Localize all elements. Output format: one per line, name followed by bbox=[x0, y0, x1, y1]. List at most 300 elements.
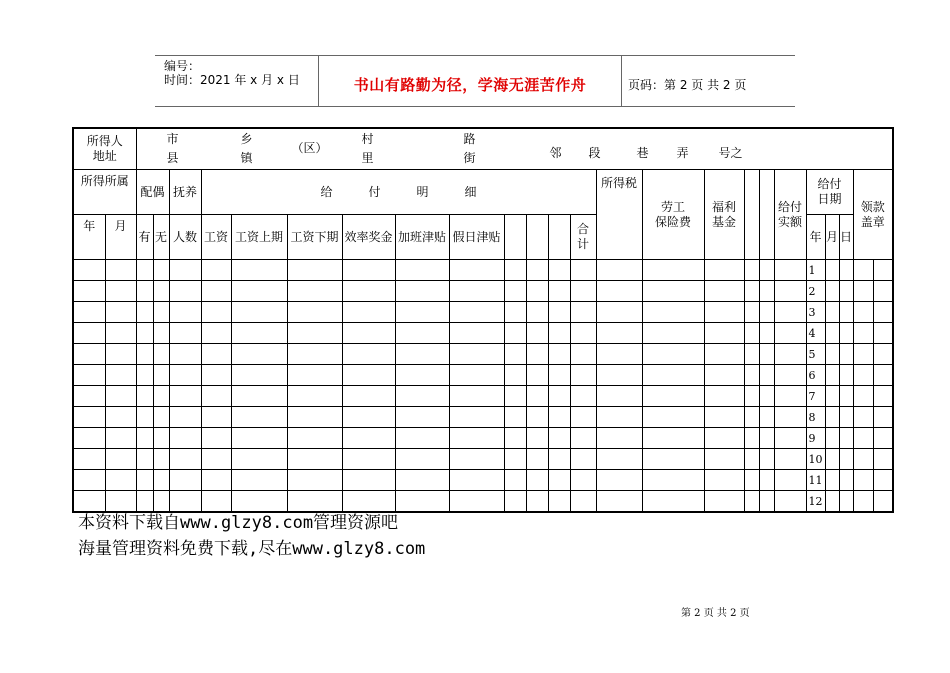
table-cell[interactable] bbox=[853, 491, 873, 513]
table-cell[interactable] bbox=[342, 407, 395, 428]
table-cell[interactable] bbox=[744, 407, 759, 428]
table-cell[interactable] bbox=[136, 260, 153, 281]
table-cell[interactable] bbox=[873, 281, 893, 302]
table-cell[interactable] bbox=[73, 470, 105, 491]
table-cell[interactable] bbox=[570, 281, 596, 302]
table-cell[interactable] bbox=[642, 365, 704, 386]
table-cell[interactable] bbox=[105, 323, 136, 344]
table-cell[interactable] bbox=[342, 449, 395, 470]
table-cell[interactable] bbox=[395, 407, 449, 428]
table-cell[interactable] bbox=[73, 428, 105, 449]
table-cell[interactable] bbox=[287, 365, 342, 386]
table-cell[interactable] bbox=[504, 470, 526, 491]
table-cell[interactable] bbox=[449, 281, 504, 302]
table-cell[interactable] bbox=[395, 365, 449, 386]
table-cell[interactable] bbox=[548, 344, 570, 365]
table-cell[interactable] bbox=[570, 344, 596, 365]
table-cell[interactable] bbox=[759, 428, 774, 449]
table-cell[interactable] bbox=[105, 281, 136, 302]
table-cell[interactable] bbox=[825, 449, 839, 470]
table-cell[interactable] bbox=[395, 449, 449, 470]
table-cell[interactable] bbox=[853, 470, 873, 491]
table-cell[interactable] bbox=[105, 386, 136, 407]
table-cell[interactable] bbox=[759, 470, 774, 491]
table-cell[interactable] bbox=[73, 386, 105, 407]
table-cell[interactable] bbox=[774, 323, 806, 344]
table-cell[interactable] bbox=[169, 323, 201, 344]
table-cell[interactable] bbox=[526, 449, 548, 470]
table-cell[interactable] bbox=[395, 281, 449, 302]
table-cell[interactable] bbox=[825, 323, 839, 344]
table-cell[interactable] bbox=[839, 365, 853, 386]
table-cell[interactable] bbox=[570, 470, 596, 491]
table-cell[interactable] bbox=[548, 428, 570, 449]
table-cell[interactable] bbox=[231, 491, 287, 513]
table-cell[interactable] bbox=[853, 281, 873, 302]
table-cell[interactable] bbox=[153, 491, 169, 513]
table-cell[interactable] bbox=[873, 323, 893, 344]
table-cell[interactable] bbox=[774, 344, 806, 365]
table-cell[interactable] bbox=[570, 386, 596, 407]
table-cell[interactable] bbox=[759, 260, 774, 281]
table-cell[interactable] bbox=[395, 302, 449, 323]
table-cell[interactable] bbox=[342, 281, 395, 302]
table-cell[interactable] bbox=[704, 428, 744, 449]
table-cell[interactable] bbox=[136, 365, 153, 386]
table-cell[interactable] bbox=[169, 344, 201, 365]
table-cell[interactable] bbox=[526, 407, 548, 428]
table-cell[interactable] bbox=[774, 386, 806, 407]
table-cell[interactable] bbox=[201, 491, 231, 513]
table-cell[interactable] bbox=[839, 407, 853, 428]
table-cell[interactable] bbox=[73, 491, 105, 513]
table-cell[interactable] bbox=[287, 407, 342, 428]
table-cell[interactable] bbox=[342, 428, 395, 449]
table-cell[interactable] bbox=[873, 428, 893, 449]
table-cell[interactable] bbox=[449, 407, 504, 428]
table-cell[interactable] bbox=[342, 260, 395, 281]
table-cell[interactable] bbox=[642, 470, 704, 491]
table-cell[interactable] bbox=[548, 407, 570, 428]
table-cell[interactable] bbox=[526, 386, 548, 407]
table-cell[interactable] bbox=[449, 323, 504, 344]
table-cell[interactable] bbox=[704, 491, 744, 513]
table-cell[interactable] bbox=[201, 428, 231, 449]
table-cell[interactable] bbox=[853, 260, 873, 281]
table-cell[interactable] bbox=[287, 323, 342, 344]
table-cell[interactable] bbox=[744, 281, 759, 302]
table-cell[interactable] bbox=[873, 491, 893, 513]
table-cell[interactable] bbox=[342, 470, 395, 491]
table-cell[interactable] bbox=[231, 344, 287, 365]
table-cell[interactable] bbox=[136, 491, 153, 513]
table-cell[interactable] bbox=[759, 386, 774, 407]
table-cell[interactable] bbox=[153, 260, 169, 281]
table-cell[interactable] bbox=[853, 302, 873, 323]
table-cell[interactable] bbox=[570, 428, 596, 449]
table-cell[interactable] bbox=[73, 323, 105, 344]
table-cell[interactable] bbox=[504, 281, 526, 302]
table-cell[interactable] bbox=[839, 428, 853, 449]
table-cell[interactable] bbox=[596, 407, 642, 428]
table-cell[interactable] bbox=[744, 365, 759, 386]
table-cell[interactable] bbox=[839, 344, 853, 365]
table-cell[interactable] bbox=[548, 470, 570, 491]
table-cell[interactable] bbox=[744, 428, 759, 449]
table-cell[interactable] bbox=[449, 344, 504, 365]
table-cell[interactable] bbox=[449, 491, 504, 513]
table-cell[interactable] bbox=[526, 428, 548, 449]
table-cell[interactable] bbox=[570, 302, 596, 323]
table-cell[interactable] bbox=[704, 470, 744, 491]
table-cell[interactable] bbox=[449, 302, 504, 323]
table-cell[interactable] bbox=[596, 323, 642, 344]
table-cell[interactable] bbox=[287, 449, 342, 470]
table-cell[interactable] bbox=[548, 386, 570, 407]
table-cell[interactable] bbox=[201, 323, 231, 344]
table-cell[interactable] bbox=[873, 260, 893, 281]
table-cell[interactable] bbox=[395, 260, 449, 281]
table-cell[interactable] bbox=[642, 428, 704, 449]
table-cell[interactable] bbox=[136, 344, 153, 365]
table-cell[interactable] bbox=[73, 407, 105, 428]
table-cell[interactable] bbox=[449, 449, 504, 470]
table-cell[interactable] bbox=[825, 428, 839, 449]
table-cell[interactable] bbox=[744, 344, 759, 365]
table-cell[interactable] bbox=[342, 302, 395, 323]
table-cell[interactable] bbox=[153, 365, 169, 386]
table-cell[interactable] bbox=[642, 323, 704, 344]
table-cell[interactable] bbox=[774, 302, 806, 323]
table-cell[interactable] bbox=[73, 281, 105, 302]
table-cell[interactable] bbox=[105, 428, 136, 449]
table-cell[interactable] bbox=[839, 491, 853, 513]
table-cell[interactable] bbox=[744, 470, 759, 491]
table-cell[interactable] bbox=[449, 386, 504, 407]
table-cell[interactable] bbox=[774, 491, 806, 513]
table-cell[interactable] bbox=[825, 365, 839, 386]
table-cell[interactable] bbox=[136, 386, 153, 407]
table-cell[interactable] bbox=[73, 302, 105, 323]
table-cell[interactable] bbox=[825, 344, 839, 365]
table-cell[interactable] bbox=[153, 323, 169, 344]
table-cell[interactable] bbox=[201, 302, 231, 323]
table-cell[interactable] bbox=[759, 302, 774, 323]
table-cell[interactable] bbox=[839, 260, 853, 281]
table-cell[interactable] bbox=[548, 302, 570, 323]
table-cell[interactable] bbox=[153, 344, 169, 365]
table-cell[interactable] bbox=[744, 302, 759, 323]
table-cell[interactable] bbox=[287, 302, 342, 323]
table-cell[interactable] bbox=[342, 491, 395, 513]
table-cell[interactable] bbox=[759, 281, 774, 302]
table-cell[interactable] bbox=[853, 365, 873, 386]
table-cell[interactable] bbox=[744, 323, 759, 344]
table-cell[interactable] bbox=[570, 449, 596, 470]
table-cell[interactable] bbox=[504, 323, 526, 344]
table-cell[interactable] bbox=[287, 344, 342, 365]
table-cell[interactable] bbox=[596, 344, 642, 365]
table-cell[interactable] bbox=[105, 302, 136, 323]
table-cell[interactable] bbox=[839, 281, 853, 302]
table-cell[interactable] bbox=[759, 407, 774, 428]
table-cell[interactable] bbox=[201, 449, 231, 470]
table-cell[interactable] bbox=[287, 470, 342, 491]
table-cell[interactable] bbox=[504, 386, 526, 407]
table-cell[interactable] bbox=[596, 491, 642, 513]
table-cell[interactable] bbox=[774, 470, 806, 491]
table-cell[interactable] bbox=[548, 281, 570, 302]
table-cell[interactable] bbox=[642, 302, 704, 323]
table-cell[interactable] bbox=[504, 428, 526, 449]
table-cell[interactable] bbox=[201, 281, 231, 302]
table-cell[interactable] bbox=[759, 365, 774, 386]
table-cell[interactable] bbox=[504, 365, 526, 386]
table-cell[interactable] bbox=[853, 428, 873, 449]
table-cell[interactable] bbox=[548, 491, 570, 513]
table-cell[interactable] bbox=[153, 386, 169, 407]
table-cell[interactable] bbox=[873, 365, 893, 386]
table-cell[interactable] bbox=[73, 449, 105, 470]
table-cell[interactable] bbox=[853, 449, 873, 470]
table-cell[interactable] bbox=[342, 365, 395, 386]
table-cell[interactable] bbox=[825, 260, 839, 281]
table-cell[interactable] bbox=[105, 365, 136, 386]
table-cell[interactable] bbox=[169, 428, 201, 449]
table-cell[interactable] bbox=[449, 365, 504, 386]
table-cell[interactable] bbox=[395, 386, 449, 407]
table-cell[interactable] bbox=[136, 428, 153, 449]
table-cell[interactable] bbox=[642, 386, 704, 407]
table-cell[interactable] bbox=[201, 386, 231, 407]
table-cell[interactable] bbox=[231, 386, 287, 407]
table-cell[interactable] bbox=[596, 302, 642, 323]
table-cell[interactable] bbox=[839, 470, 853, 491]
table-cell[interactable] bbox=[153, 302, 169, 323]
table-cell[interactable] bbox=[449, 470, 504, 491]
table-cell[interactable] bbox=[231, 470, 287, 491]
table-cell[interactable] bbox=[570, 365, 596, 386]
table-cell[interactable] bbox=[704, 344, 744, 365]
table-cell[interactable] bbox=[231, 428, 287, 449]
table-cell[interactable] bbox=[526, 323, 548, 344]
table-cell[interactable] bbox=[504, 491, 526, 513]
table-cell[interactable] bbox=[287, 491, 342, 513]
table-cell[interactable] bbox=[596, 449, 642, 470]
table-cell[interactable] bbox=[839, 323, 853, 344]
table-cell[interactable] bbox=[169, 260, 201, 281]
table-cell[interactable] bbox=[526, 365, 548, 386]
table-cell[interactable] bbox=[526, 470, 548, 491]
table-cell[interactable] bbox=[231, 323, 287, 344]
table-cell[interactable] bbox=[526, 281, 548, 302]
table-cell[interactable] bbox=[136, 281, 153, 302]
table-cell[interactable] bbox=[449, 260, 504, 281]
table-cell[interactable] bbox=[136, 302, 153, 323]
table-cell[interactable] bbox=[744, 449, 759, 470]
table-cell[interactable] bbox=[570, 323, 596, 344]
table-cell[interactable] bbox=[136, 407, 153, 428]
table-cell[interactable] bbox=[231, 302, 287, 323]
table-cell[interactable] bbox=[231, 365, 287, 386]
table-cell[interactable] bbox=[231, 281, 287, 302]
table-cell[interactable] bbox=[642, 491, 704, 513]
table-cell[interactable] bbox=[342, 344, 395, 365]
table-cell[interactable] bbox=[504, 260, 526, 281]
table-cell[interactable] bbox=[449, 428, 504, 449]
table-cell[interactable] bbox=[169, 386, 201, 407]
table-cell[interactable] bbox=[153, 407, 169, 428]
table-cell[interactable] bbox=[873, 470, 893, 491]
table-cell[interactable] bbox=[169, 449, 201, 470]
table-cell[interactable] bbox=[853, 407, 873, 428]
table-cell[interactable] bbox=[704, 449, 744, 470]
table-cell[interactable] bbox=[504, 344, 526, 365]
table-cell[interactable] bbox=[548, 449, 570, 470]
table-cell[interactable] bbox=[825, 281, 839, 302]
table-cell[interactable] bbox=[231, 449, 287, 470]
table-cell[interactable] bbox=[704, 323, 744, 344]
table-cell[interactable] bbox=[873, 386, 893, 407]
table-cell[interactable] bbox=[642, 407, 704, 428]
table-cell[interactable] bbox=[759, 491, 774, 513]
table-cell[interactable] bbox=[73, 344, 105, 365]
table-cell[interactable] bbox=[201, 365, 231, 386]
table-cell[interactable] bbox=[759, 449, 774, 470]
table-cell[interactable] bbox=[825, 386, 839, 407]
table-cell[interactable] bbox=[570, 407, 596, 428]
table-cell[interactable] bbox=[526, 344, 548, 365]
table-cell[interactable] bbox=[570, 260, 596, 281]
table-cell[interactable] bbox=[774, 365, 806, 386]
table-cell[interactable] bbox=[395, 344, 449, 365]
table-cell[interactable] bbox=[873, 449, 893, 470]
table-cell[interactable] bbox=[526, 491, 548, 513]
table-cell[interactable] bbox=[774, 281, 806, 302]
table-cell[interactable] bbox=[136, 323, 153, 344]
table-cell[interactable] bbox=[136, 449, 153, 470]
table-cell[interactable] bbox=[774, 449, 806, 470]
table-cell[interactable] bbox=[526, 260, 548, 281]
table-cell[interactable] bbox=[596, 428, 642, 449]
table-cell[interactable] bbox=[839, 302, 853, 323]
table-cell[interactable] bbox=[596, 260, 642, 281]
table-cell[interactable] bbox=[73, 260, 105, 281]
table-cell[interactable] bbox=[105, 260, 136, 281]
table-cell[interactable] bbox=[548, 323, 570, 344]
table-cell[interactable] bbox=[287, 260, 342, 281]
table-cell[interactable] bbox=[504, 302, 526, 323]
table-cell[interactable] bbox=[596, 365, 642, 386]
table-cell[interactable] bbox=[774, 428, 806, 449]
table-cell[interactable] bbox=[526, 302, 548, 323]
table-cell[interactable] bbox=[596, 386, 642, 407]
table-cell[interactable] bbox=[169, 407, 201, 428]
table-cell[interactable] bbox=[704, 281, 744, 302]
table-cell[interactable] bbox=[504, 407, 526, 428]
table-cell[interactable] bbox=[169, 365, 201, 386]
table-cell[interactable] bbox=[395, 323, 449, 344]
table-cell[interactable] bbox=[704, 302, 744, 323]
table-cell[interactable] bbox=[570, 491, 596, 513]
table-cell[interactable] bbox=[642, 281, 704, 302]
table-cell[interactable] bbox=[825, 407, 839, 428]
table-cell[interactable] bbox=[839, 449, 853, 470]
table-cell[interactable] bbox=[201, 470, 231, 491]
table-cell[interactable] bbox=[853, 323, 873, 344]
table-cell[interactable] bbox=[287, 386, 342, 407]
table-cell[interactable] bbox=[704, 386, 744, 407]
table-cell[interactable] bbox=[287, 281, 342, 302]
table-cell[interactable] bbox=[105, 449, 136, 470]
table-cell[interactable] bbox=[759, 323, 774, 344]
table-cell[interactable] bbox=[642, 449, 704, 470]
table-cell[interactable] bbox=[395, 470, 449, 491]
table-cell[interactable] bbox=[744, 386, 759, 407]
table-cell[interactable] bbox=[825, 470, 839, 491]
table-cell[interactable] bbox=[169, 491, 201, 513]
table-cell[interactable] bbox=[704, 407, 744, 428]
table-cell[interactable] bbox=[853, 386, 873, 407]
table-cell[interactable] bbox=[231, 407, 287, 428]
table-cell[interactable] bbox=[596, 281, 642, 302]
table-cell[interactable] bbox=[704, 365, 744, 386]
table-cell[interactable] bbox=[153, 449, 169, 470]
table-cell[interactable] bbox=[873, 344, 893, 365]
table-cell[interactable] bbox=[169, 470, 201, 491]
table-cell[interactable] bbox=[201, 407, 231, 428]
table-cell[interactable] bbox=[105, 491, 136, 513]
table-cell[interactable] bbox=[395, 428, 449, 449]
table-cell[interactable] bbox=[169, 302, 201, 323]
table-cell[interactable] bbox=[342, 323, 395, 344]
table-cell[interactable] bbox=[105, 344, 136, 365]
table-cell[interactable] bbox=[342, 386, 395, 407]
table-cell[interactable] bbox=[231, 260, 287, 281]
table-cell[interactable] bbox=[825, 491, 839, 513]
table-cell[interactable] bbox=[153, 428, 169, 449]
table-cell[interactable] bbox=[105, 407, 136, 428]
table-cell[interactable] bbox=[201, 344, 231, 365]
table-cell[interactable] bbox=[825, 302, 839, 323]
table-cell[interactable] bbox=[153, 281, 169, 302]
table-cell[interactable] bbox=[744, 491, 759, 513]
table-cell[interactable] bbox=[169, 281, 201, 302]
table-cell[interactable] bbox=[704, 260, 744, 281]
table-cell[interactable] bbox=[287, 428, 342, 449]
table-cell[interactable] bbox=[642, 344, 704, 365]
table-cell[interactable] bbox=[774, 407, 806, 428]
table-cell[interactable] bbox=[839, 386, 853, 407]
table-cell[interactable] bbox=[873, 407, 893, 428]
table-cell[interactable] bbox=[395, 491, 449, 513]
table-cell[interactable] bbox=[73, 365, 105, 386]
table-cell[interactable] bbox=[504, 449, 526, 470]
table-cell[interactable] bbox=[136, 470, 153, 491]
table-cell[interactable] bbox=[853, 344, 873, 365]
table-cell[interactable] bbox=[774, 260, 806, 281]
table-cell[interactable] bbox=[873, 302, 893, 323]
table-cell[interactable] bbox=[548, 260, 570, 281]
table-cell[interactable] bbox=[759, 344, 774, 365]
table-cell[interactable] bbox=[105, 470, 136, 491]
table-cell[interactable] bbox=[744, 260, 759, 281]
table-cell[interactable] bbox=[642, 260, 704, 281]
table-cell[interactable] bbox=[548, 365, 570, 386]
table-cell[interactable] bbox=[596, 470, 642, 491]
table-cell[interactable] bbox=[153, 470, 169, 491]
table-cell[interactable] bbox=[201, 260, 231, 281]
